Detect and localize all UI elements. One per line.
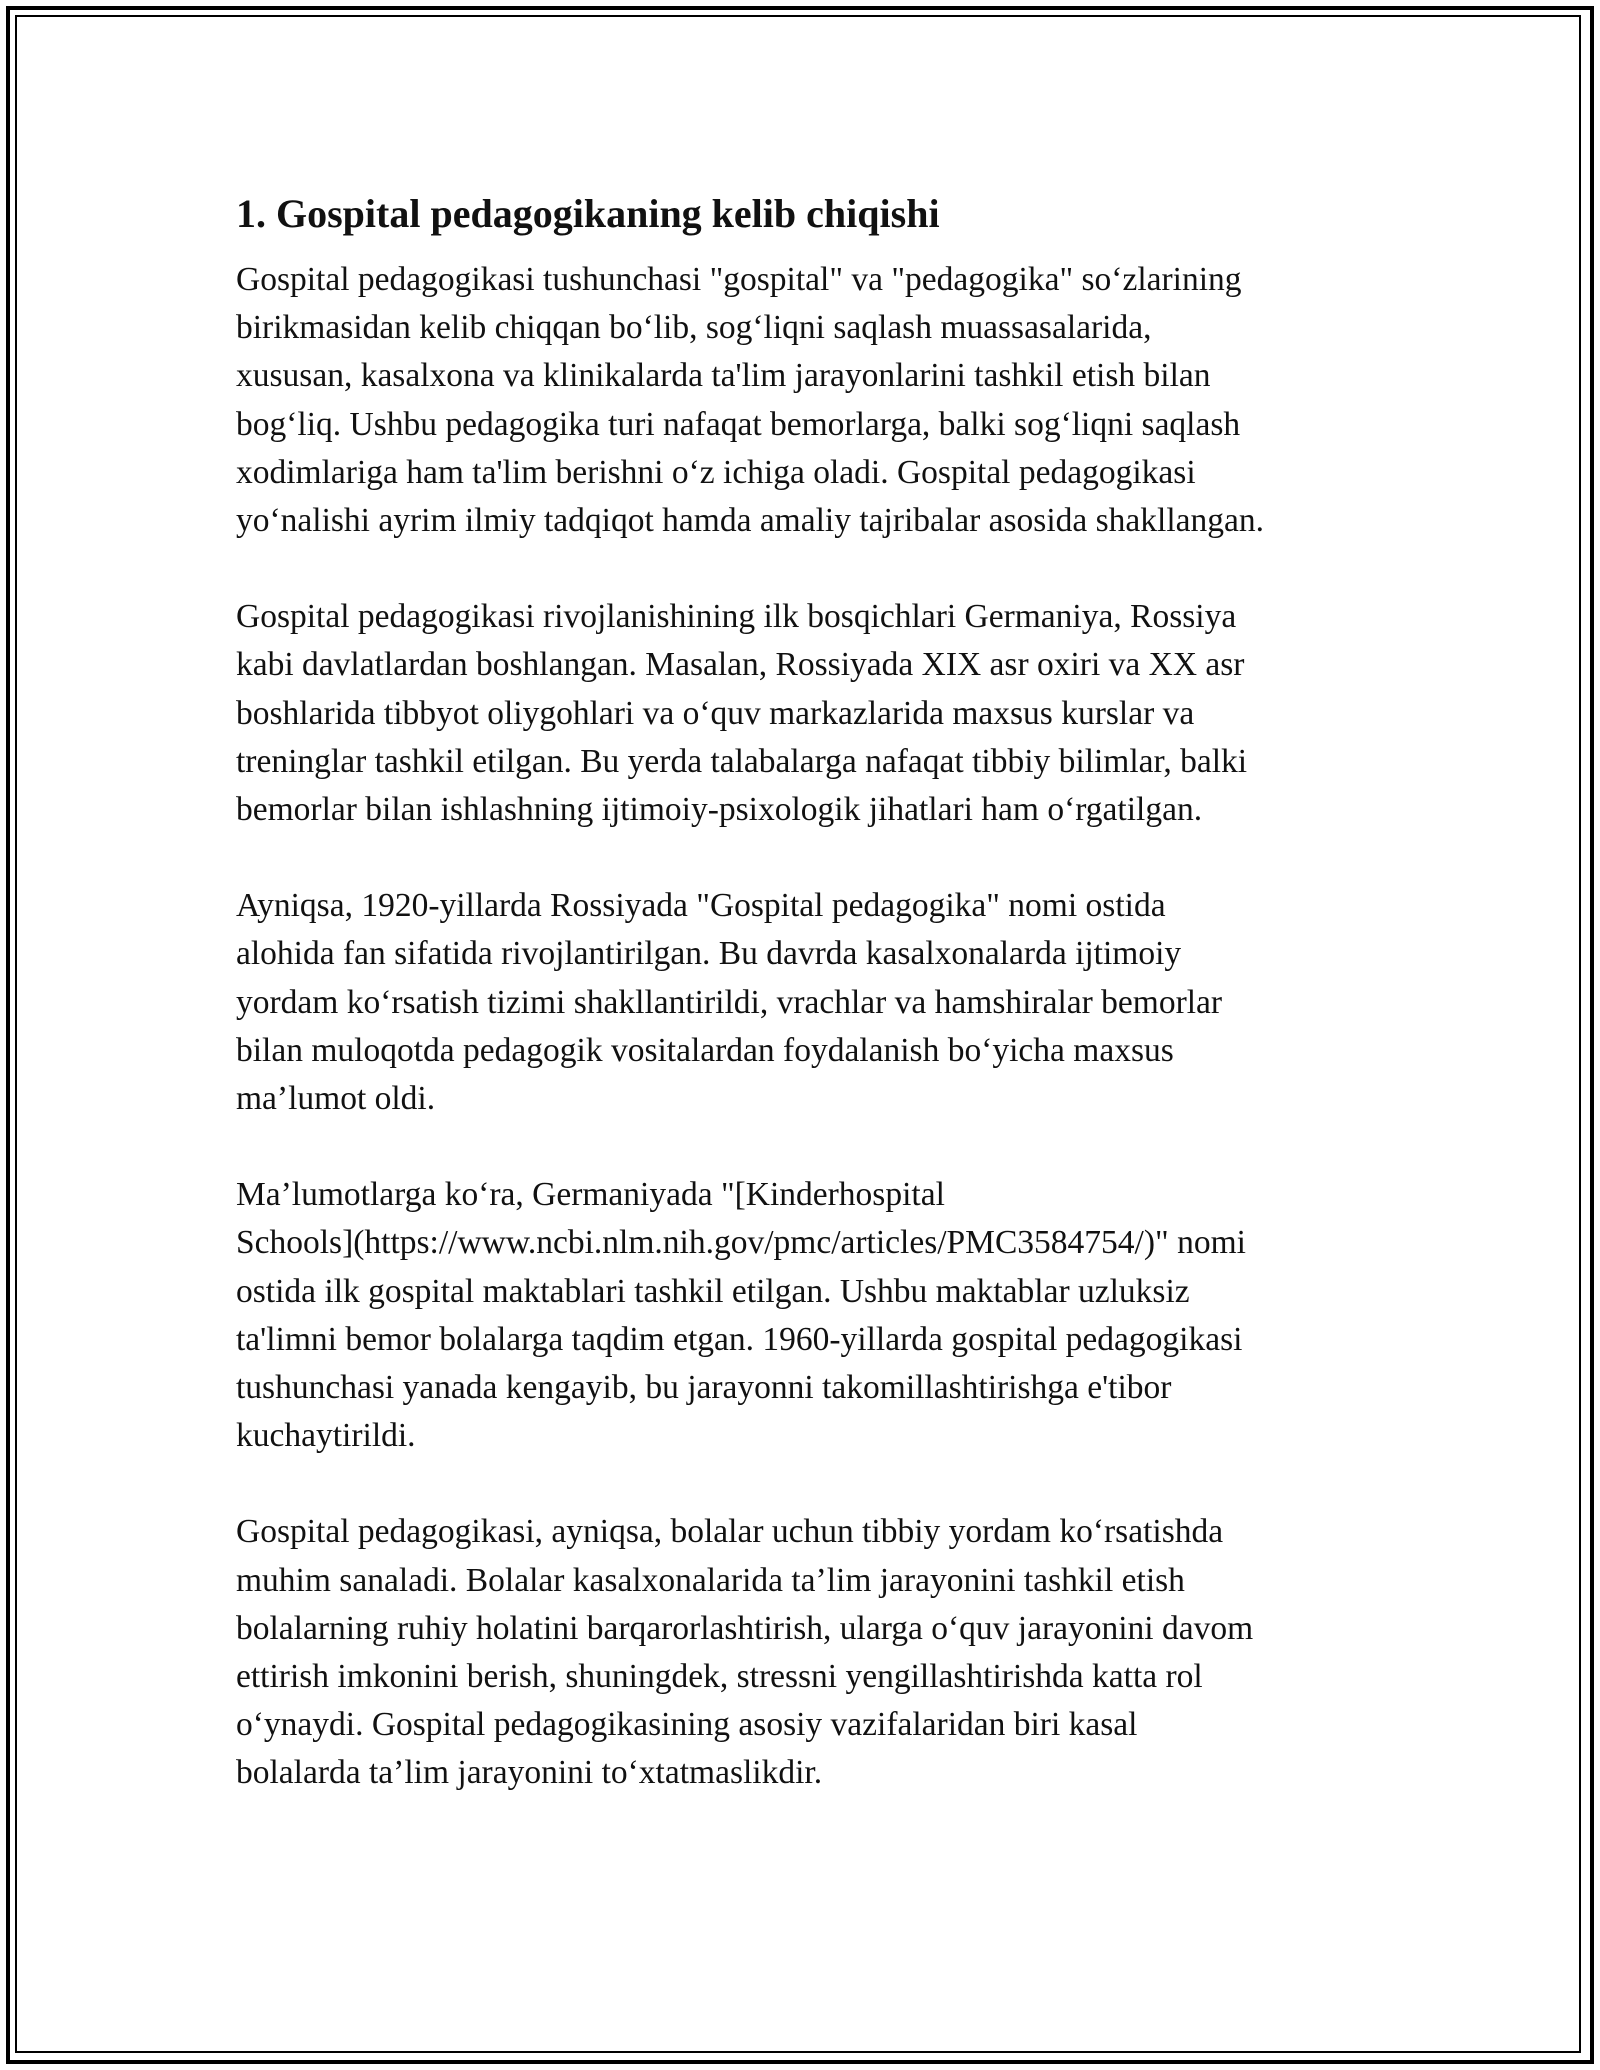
paragraph-line: ta'limni bemor bolalarga taqdim etgan. 1960-yillarda gospital pedagogikasi: [236, 1320, 1243, 1358]
paragraph-line: treninglar tashkil etilgan. Bu yerda talabalarga nafaqat tibbiy bilimlar, balki: [236, 742, 1248, 780]
paragraph-line: ma’lumot oldi.: [236, 1080, 436, 1118]
paragraph-line: birikmasidan kelib chiqqan bo‘lib, sog‘liqni saqlash muassasalarida,: [236, 309, 1152, 347]
paragraph-line: xususan, kasalxona va klinikalarda ta'lim jarayonlarini tashkil etish bilan: [236, 357, 1211, 395]
paragraph-line: bolalarning ruhiy holatini barqarorlashtirish, ularga o‘quv jarayonini davom: [236, 1609, 1254, 1647]
paragraph-line: ostida ilk gospital maktablari tashkil etilgan. Ushbu maktablar uzluksiz: [236, 1272, 1190, 1310]
document-body: [236, 186, 1386, 1846]
paragraph-line: alohida fan sifatida rivojlantirilgan. Bu davrda kasalxonalarda ijtimoiy: [236, 935, 1182, 973]
paragraph-line: Gospital pedagogikasi rivojlanishining ilk bosqichlari Germaniya, Rossiya: [236, 598, 1237, 636]
paragraph-line: yo‘nalishi ayrim ilmiy tadqiqot hamda amaliy tajribalar asosida shakllangan.: [236, 502, 1264, 540]
paragraph-4: [236, 1171, 1386, 1460]
paragraph-line: Ma’lumotlarga ko‘ra, Germaniyada "[Kinderhospital: [236, 1176, 945, 1214]
paragraph-line: bolalarda ta’lim jarayonini to‘xtatmaslikdir.: [236, 1754, 823, 1792]
paragraph-line: bog‘liq. Ushbu pedagogika turi nafaqat bemorlarga, balki sog‘liqni saqlash: [236, 405, 1241, 443]
section-heading: 1. Gospital pedagogikaning kelib chiqishi: [236, 191, 940, 236]
paragraph-line: bemorlar bilan ishlashning ijtimoiy-psixologik jihatlari ham o‘rgatilgan.: [236, 791, 1203, 829]
paragraph-line: Gospital pedagogikasi tushunchasi "gospital" va "pedagogika" so‘zlarining: [236, 261, 1242, 298]
paragraph-line: yordam ko‘rsatish tizimi shakllantirildi, vrachlar va hamshiralar bemorlar: [236, 983, 1223, 1021]
paragraph-5: [236, 1508, 1386, 1797]
paragraph-line: tushunchasi yanada kengayib, bu jarayonni takomillashtirishga e'tibor: [236, 1369, 1172, 1407]
paragraph-line: o‘ynaydi. Gospital pedagogikasining asosiy vazifalaridan biri kasal: [236, 1706, 1138, 1744]
paragraph-line: bilan muloqotda pedagogik vositalardan foydalanish bo‘yicha maxsus: [236, 1031, 1174, 1069]
paragraph-line: Gospital pedagogikasi, ayniqsa, bolalar uchun tibbiy yordam ko‘rsatishda: [236, 1513, 1224, 1551]
paragraph-line: muhim sanaladi. Bolalar kasalxonalarida ta’lim jarayonini tashkil etish: [236, 1561, 1185, 1599]
paragraph-line: boshlarida tibbyot oliygohlari va o‘quv markazlarida maxsus kurslar va: [236, 694, 1195, 732]
paragraph-line: kabi davlatlardan boshlangan. Masalan, Rossiyada XIX asr oxiri va XX asr: [236, 646, 1245, 684]
paragraph-3: [236, 882, 1386, 1123]
paragraph-line: ettirish imkonini berish, shuningdek, stressni yengillashtirishda katta rol: [236, 1658, 1203, 1696]
paragraph-line: Ayniqsa, 1920-yillarda Rossiyada "Gospital pedagogika" nomi ostida: [236, 887, 1166, 925]
paragraph-line-link: Schools](https://www.ncbi.nlm.nih.gov/pmc/articles/PMC3584754/)" nomi: [236, 1224, 1246, 1262]
paragraph-line: xodimlariga ham ta'lim berishni o‘z ichiga oladi. Gospital pedagogikasi: [236, 453, 1196, 491]
paragraph-2: [236, 593, 1386, 834]
paragraph-line: kuchaytirildi.: [236, 1417, 416, 1455]
paragraph-1: [236, 256, 1386, 545]
